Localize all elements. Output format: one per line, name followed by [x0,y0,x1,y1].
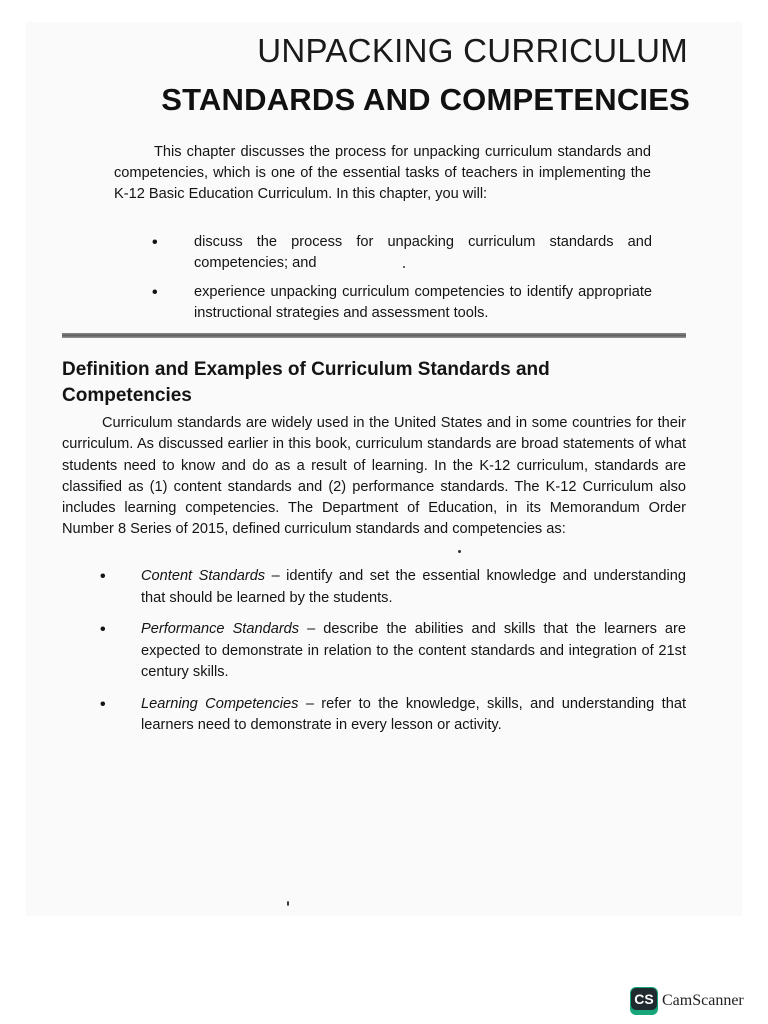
body-paragraph: Curriculum standards are widely used in the United States and in some countries for their curriculum. As discussed earlier in this book, curriculum standards are broad statements of what students need to know and do as a result of learning. In the K-12 curriculum, standards are classified as (1) content standards and (2) performance standards. The K-12 Curriculum also includes learning competencies. The Department of Education, in its Memorandum Order Number 8 Series of 2015, defined curriculum standards and competencies as: [62,415,686,538]
definition-term: Performance Standards [141,621,300,637]
chapter-title-line1: UNPACKING CURRICULUM [257,32,688,69]
list-item [152,232,652,274]
scan-speck [458,550,461,553]
objective-text: discuss the process for unpacking curriculum standards and competencies; and [194,234,652,271]
list-item [152,282,652,324]
objective-text: experience unpacking curriculum competencies to identify appropriate instructional strategies and assessment tools. [194,284,652,321]
scan-speck [287,901,289,906]
camscanner-logo-text: CS [631,988,657,1010]
section-heading: Definition and Examples of Curriculum Standards and Competencies [62,359,550,406]
bullet-icon: • [100,568,106,585]
bullet-icon: • [100,695,106,713]
definition-text: identify and set the essential knowledge and understanding that should be learned by the students. [141,568,686,606]
scan-speck [403,266,405,268]
definition-dash: – [298,695,322,712]
intro-objectives-list [152,232,652,332]
chapter-title-line2: STANDARDS AND COMPETENCIES [161,82,690,117]
bullet-icon: • [152,284,158,301]
list-item [100,619,686,684]
bullet-icon: • [152,234,158,251]
definition-dash: – [299,621,324,637]
bullet-icon: • [100,621,106,638]
camscanner-watermark: CamScanner [662,992,744,1009]
list-item [100,566,686,609]
camscanner-logo-icon [630,987,658,1015]
definition-term: Content Standards [141,568,266,584]
intro-paragraph: This chapter discusses the process for unpacking curriculum standards and competencies, which is one of the essential tasks of teachers in implementing the K-12 Basic Education Curriculum. In this chapter, you will: [114,144,651,202]
list-item [100,694,686,737]
definition-text: describe the abilities and skills that the learners are expected to demonstrate in relation to the content standards and integration of 21st century skills. [141,621,686,680]
definition-term: Learning Competencies [141,695,299,712]
definitions-list [100,566,686,747]
section-divider [62,333,686,338]
definition-dash: – [265,568,287,584]
definition-text: refer to the knowledge, skills, and understanding that learners need to demonstrate in every lesson or activity. [141,695,686,733]
